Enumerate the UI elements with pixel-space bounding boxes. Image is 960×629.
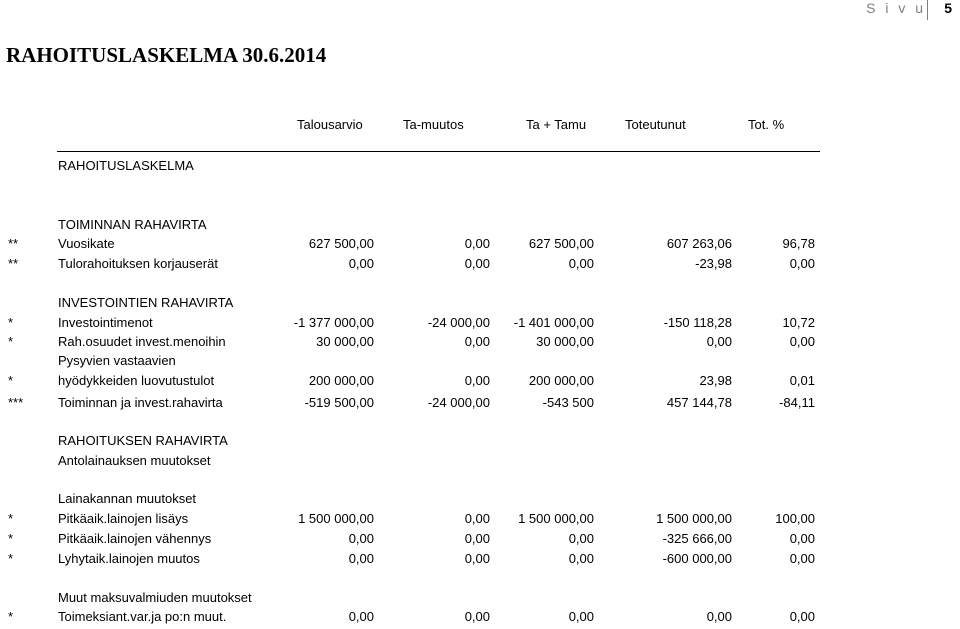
row-marker: * xyxy=(8,373,14,388)
section-pysyvien-vastaavien: Pysyvien vastaavien xyxy=(58,353,176,368)
cell-ta-tamu: 30 000,00 xyxy=(536,334,594,349)
row-label: hyödykkeiden luovutustulot xyxy=(58,373,215,388)
cell-toteutunut: 1 500 000,00 xyxy=(656,511,732,526)
cell-talousarvio: 0,00 xyxy=(348,551,374,566)
cell-ta-muutos: 0,00 xyxy=(464,609,490,624)
cell-toteutunut: 23,98 xyxy=(699,373,732,388)
col-header-talousarvio: Talousarvio xyxy=(297,117,363,132)
cell-talousarvio: 200 000,00 xyxy=(308,373,374,388)
section-investointien-rahavirta: INVESTOINTIEN RAHAVIRTA xyxy=(58,295,234,310)
row-marker: * xyxy=(8,531,14,546)
cell-ta-tamu: 627 500,00 xyxy=(528,236,594,251)
cell-ta-muutos: 0,00 xyxy=(464,373,490,388)
table-row xyxy=(0,551,960,571)
cell-ta-tamu: -543 500 xyxy=(542,395,594,410)
cell-talousarvio: -519 500,00 xyxy=(304,395,374,410)
cell-ta-muutos: 0,00 xyxy=(464,334,490,349)
cell-ta-muutos: 0,00 xyxy=(464,551,490,566)
section-toiminnan-rahavirta: TOIMINNAN RAHAVIRTA xyxy=(58,217,207,232)
cell-talousarvio: 30 000,00 xyxy=(316,334,374,349)
cell-tot-percent: 0,00 xyxy=(789,256,815,271)
cell-ta-muutos: -24 000,00 xyxy=(427,395,490,410)
cell-toteutunut: -600 000,00 xyxy=(662,551,732,566)
row-marker: ** xyxy=(8,256,19,271)
cell-tot-percent: 0,00 xyxy=(789,609,815,624)
cell-ta-tamu: 1 500 000,00 xyxy=(518,511,594,526)
cell-tot-percent: -84,11 xyxy=(779,395,815,410)
section-antolainauksen-muutokset: Antolainauksen muutokset xyxy=(58,453,211,468)
col-header-ta-tamu: Ta + Tamu xyxy=(526,117,587,132)
cell-talousarvio: 627 500,00 xyxy=(308,236,374,251)
col-header-ta-muutos: Ta-muutos xyxy=(403,117,464,132)
row-marker: * xyxy=(8,609,14,624)
row-label: Pitkäaik.lainojen vähennys xyxy=(58,531,212,546)
cell-ta-muutos: -24 000,00 xyxy=(427,315,490,330)
row-marker: * xyxy=(8,315,14,330)
cell-talousarvio: 0,00 xyxy=(348,256,374,271)
row-label: Toimeksiant.var.ja po:n muut. xyxy=(58,609,227,624)
table-row xyxy=(0,373,960,393)
section-rahoituksen-rahavirta: RAHOITUKSEN RAHAVIRTA xyxy=(58,433,228,448)
page-header-divider xyxy=(927,0,928,20)
cell-tot-percent: 0,00 xyxy=(789,551,815,566)
row-marker: * xyxy=(8,334,14,349)
cell-tot-percent: 0,00 xyxy=(789,334,815,349)
table-row xyxy=(0,236,960,256)
cell-ta-tamu: 0,00 xyxy=(568,609,594,624)
row-label: Lyhytaik.lainojen muutos xyxy=(58,551,200,566)
col-header-tot-percent: Tot. % xyxy=(748,117,785,132)
cell-toteutunut: 457 144,78 xyxy=(666,395,732,410)
table-row xyxy=(0,511,960,531)
cell-toteutunut: 607 263,06 xyxy=(666,236,732,251)
cell-ta-tamu: 0,00 xyxy=(568,256,594,271)
row-label: Toiminnan ja invest.rahavirta xyxy=(58,395,223,410)
row-label: Vuosikate xyxy=(58,236,115,251)
row-label: Pitkäaik.lainojen lisäys xyxy=(58,511,189,526)
cell-toteutunut: -325 666,00 xyxy=(662,531,732,546)
cell-tot-percent: 0,00 xyxy=(789,531,815,546)
cell-ta-tamu: 0,00 xyxy=(568,551,594,566)
cell-ta-tamu: 0,00 xyxy=(568,531,594,546)
row-label: Investointimenot xyxy=(58,315,153,330)
cell-ta-muutos: 0,00 xyxy=(464,531,490,546)
cell-ta-tamu: 200 000,00 xyxy=(528,373,594,388)
row-marker: ** xyxy=(8,236,19,251)
cell-toteutunut: -23,98 xyxy=(695,256,732,271)
cell-ta-muutos: 0,00 xyxy=(464,236,490,251)
cell-toteutunut: -150 118,28 xyxy=(663,315,732,330)
table-row xyxy=(0,609,960,629)
row-label: Rah.osuudet invest.menoihin xyxy=(58,334,226,349)
row-marker: * xyxy=(8,511,14,526)
table-row xyxy=(0,256,960,276)
section-muut-maksuvalmiuden-muutokset: Muut maksuvalmiuden muutokset xyxy=(58,590,252,605)
col-header-toteutunut: Toteutunut xyxy=(625,117,686,132)
cell-ta-muutos: 0,00 xyxy=(464,256,490,271)
cell-tot-percent: 100,00 xyxy=(775,511,815,526)
page-header xyxy=(862,0,952,22)
header-rule xyxy=(57,151,820,152)
page-label: S i v u xyxy=(866,0,926,16)
cell-toteutunut: 0,00 xyxy=(706,609,732,624)
cell-tot-percent: 10,72 xyxy=(782,315,815,330)
section-lainakannan-muutokset: Lainakannan muutokset xyxy=(58,491,197,506)
cell-tot-percent: 0,01 xyxy=(789,373,815,388)
cell-tot-percent: 96,78 xyxy=(782,236,815,251)
row-marker: *** xyxy=(8,395,24,410)
cell-talousarvio: 1 500 000,00 xyxy=(298,511,374,526)
cell-toteutunut: 0,00 xyxy=(706,334,732,349)
row-label: Tulorahoituksen korjauserät xyxy=(58,256,218,271)
cell-ta-tamu: -1 401 000,00 xyxy=(513,315,594,330)
cell-talousarvio: 0,00 xyxy=(348,609,374,624)
cell-talousarvio: 0,00 xyxy=(348,531,374,546)
table-row xyxy=(0,531,960,551)
row-marker: * xyxy=(8,551,14,566)
table-row xyxy=(0,315,960,335)
table-row xyxy=(0,395,960,415)
page-number: 5 xyxy=(944,0,952,16)
cell-ta-muutos: 0,00 xyxy=(464,511,490,526)
section-rahoituslaskelma: RAHOITUSLASKELMA xyxy=(58,158,194,173)
document-title: RAHOITUSLASKELMA 30.6.2014 xyxy=(6,43,327,67)
table-row xyxy=(0,334,960,354)
cell-talousarvio: -1 377 000,00 xyxy=(293,315,374,330)
